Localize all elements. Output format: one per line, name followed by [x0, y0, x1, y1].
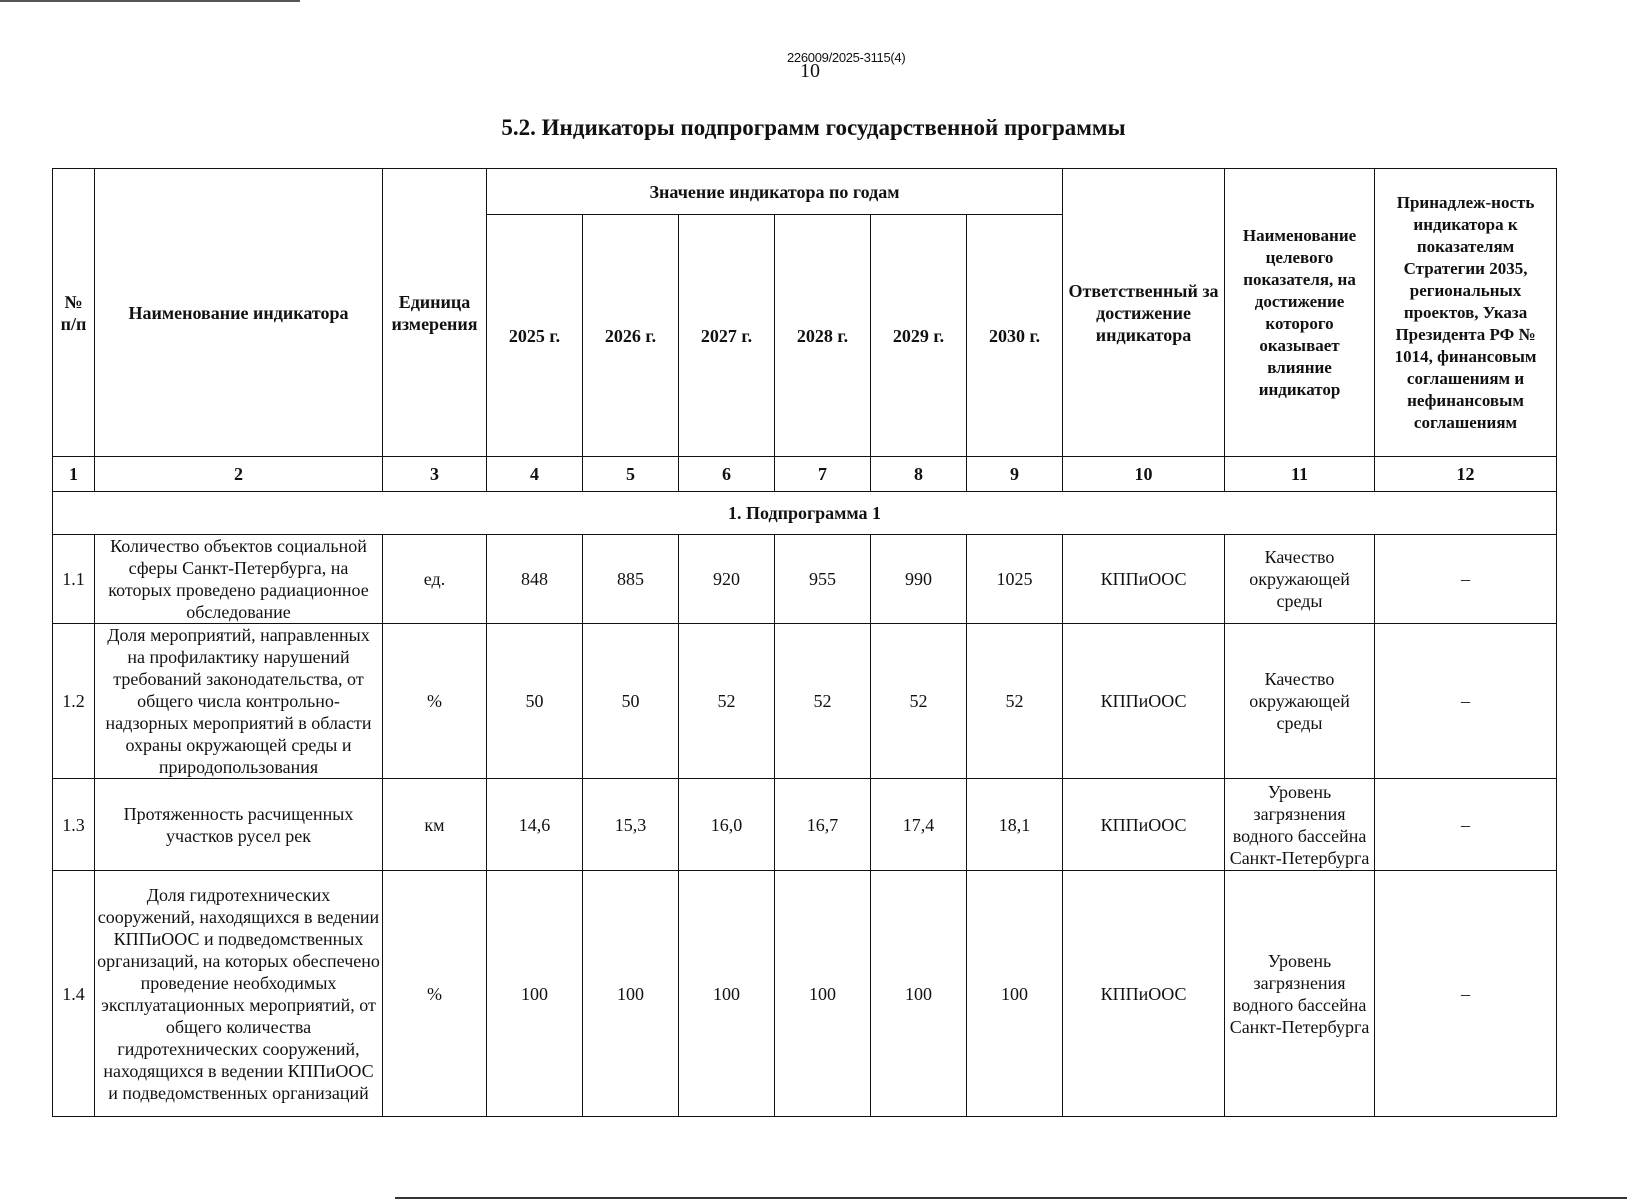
indicator-unit: % [383, 624, 487, 779]
indicator-name: Количество объектов социальной сферы Санкт-Петербурга, на которых проведено радиационное обследование [95, 535, 383, 624]
value-2026: 15,3 [583, 779, 679, 871]
row-id: 1.3 [53, 779, 95, 871]
row-id: 1.4 [53, 871, 95, 1117]
column-number: 2 [95, 457, 383, 492]
value-2028: 955 [775, 535, 871, 624]
row-id: 1.1 [53, 535, 95, 624]
table-row [53, 871, 1557, 1117]
column-number: 1 [53, 457, 95, 492]
value-2030: 1025 [967, 535, 1063, 624]
scan-edge-line-top [0, 0, 300, 2]
responsible-body: КППиООС [1063, 871, 1225, 1117]
row-id: 1.2 [53, 624, 95, 779]
value-2027: 52 [679, 624, 775, 779]
indicator-name: Доля мероприятий, направленных на профилактику нарушений требований законодательства, от общего числа контрольно-надзорных мероприятий в области охраны окружающей среды и природопользования [95, 624, 383, 779]
column-number: 9 [967, 457, 1063, 492]
value-2026: 100 [583, 871, 679, 1117]
header-year-2030: 2030 г. [967, 215, 1063, 457]
responsible-body: КППиООС [1063, 779, 1225, 871]
document-registration-number: 226009/2025-3115(4) [787, 50, 906, 65]
header-responsible: Ответственный за достижение индикатора [1063, 169, 1225, 457]
affiliation: – [1375, 871, 1557, 1117]
value-2026: 50 [583, 624, 679, 779]
value-2029: 990 [871, 535, 967, 624]
column-number: 6 [679, 457, 775, 492]
indicator-name: Протяженность расчищенных участков русел рек [95, 779, 383, 871]
header-unit: Единица измерения [383, 169, 487, 457]
indicator-name: Доля гидротехнических сооружений, находящихся в ведении КППиООС и подведомственных организаций, на которых обеспечено проведение необходимых эксплуатационных мероприятий, от общего количества гидротехнических сооружений, находящихся в ведении КППиООС и подведомственных организаций [95, 871, 383, 1117]
value-2029: 17,4 [871, 779, 967, 871]
value-2030: 52 [967, 624, 1063, 779]
header-indicator-name: Наименование индикатора [95, 169, 383, 457]
table-row [53, 624, 1557, 779]
target-indicator: Качество окружающей среды [1225, 535, 1375, 624]
value-2030: 18,1 [967, 779, 1063, 871]
value-2028: 16,7 [775, 779, 871, 871]
column-number: 11 [1225, 457, 1375, 492]
section-title: 1. Подпрограмма 1 [53, 492, 1557, 535]
header-affiliation: Принадлеж-ность индикатора к показателям Стратегии 2035, региональных проектов, Указа Президента РФ № 1014, финансовым соглашениям и нефинансовым соглашениям [1375, 169, 1557, 457]
affiliation: – [1375, 779, 1557, 871]
section-row [53, 492, 1557, 535]
page-number: 10 [800, 60, 820, 82]
value-2025: 50 [487, 624, 583, 779]
indicator-unit: % [383, 871, 487, 1117]
header-target-indicator: Наименование целевого показателя, на достижение которого оказывает влияние индикатор [1225, 169, 1375, 457]
target-indicator: Уровень загрязнения водного бассейна Санкт-Петербурга [1225, 871, 1375, 1117]
responsible-body: КППиООС [1063, 535, 1225, 624]
value-2027: 920 [679, 535, 775, 624]
column-number-row [53, 457, 1557, 492]
column-number: 4 [487, 457, 583, 492]
header-year-2028: 2028 г. [775, 215, 871, 457]
table-row [53, 535, 1557, 624]
column-number: 3 [383, 457, 487, 492]
header-values-by-year: Значение индикатора по годам [487, 169, 1063, 215]
header-year-2029: 2029 г. [871, 215, 967, 457]
scan-edge-line-bottom [395, 1197, 1627, 1199]
value-2025: 14,6 [487, 779, 583, 871]
indicator-unit: км [383, 779, 487, 871]
value-2029: 52 [871, 624, 967, 779]
header-row-number: № п/п [53, 169, 95, 457]
indicator-unit: ед. [383, 535, 487, 624]
value-2029: 100 [871, 871, 967, 1117]
affiliation: – [1375, 624, 1557, 779]
target-indicator: Уровень загрязнения водного бассейна Санкт-Петербурга [1225, 779, 1375, 871]
header-year-2025: 2025 г. [487, 215, 583, 457]
value-2025: 848 [487, 535, 583, 624]
column-number: 5 [583, 457, 679, 492]
value-2028: 100 [775, 871, 871, 1117]
affiliation: – [1375, 535, 1557, 624]
value-2025: 100 [487, 871, 583, 1117]
column-number: 7 [775, 457, 871, 492]
value-2026: 885 [583, 535, 679, 624]
value-2027: 16,0 [679, 779, 775, 871]
column-number: 12 [1375, 457, 1557, 492]
header-year-2027: 2027 г. [679, 215, 775, 457]
value-2027: 100 [679, 871, 775, 1117]
column-number: 10 [1063, 457, 1225, 492]
header-year-2026: 2026 г. [583, 215, 679, 457]
table-row [53, 779, 1557, 871]
value-2030: 100 [967, 871, 1063, 1117]
responsible-body: КППиООС [1063, 624, 1225, 779]
target-indicator: Качество окружающей среды [1225, 624, 1375, 779]
document-title: 5.2. Индикаторы подпрограмм государственной программы [501, 115, 1126, 140]
column-number: 8 [871, 457, 967, 492]
value-2028: 52 [775, 624, 871, 779]
indicators-table [52, 168, 1557, 1117]
